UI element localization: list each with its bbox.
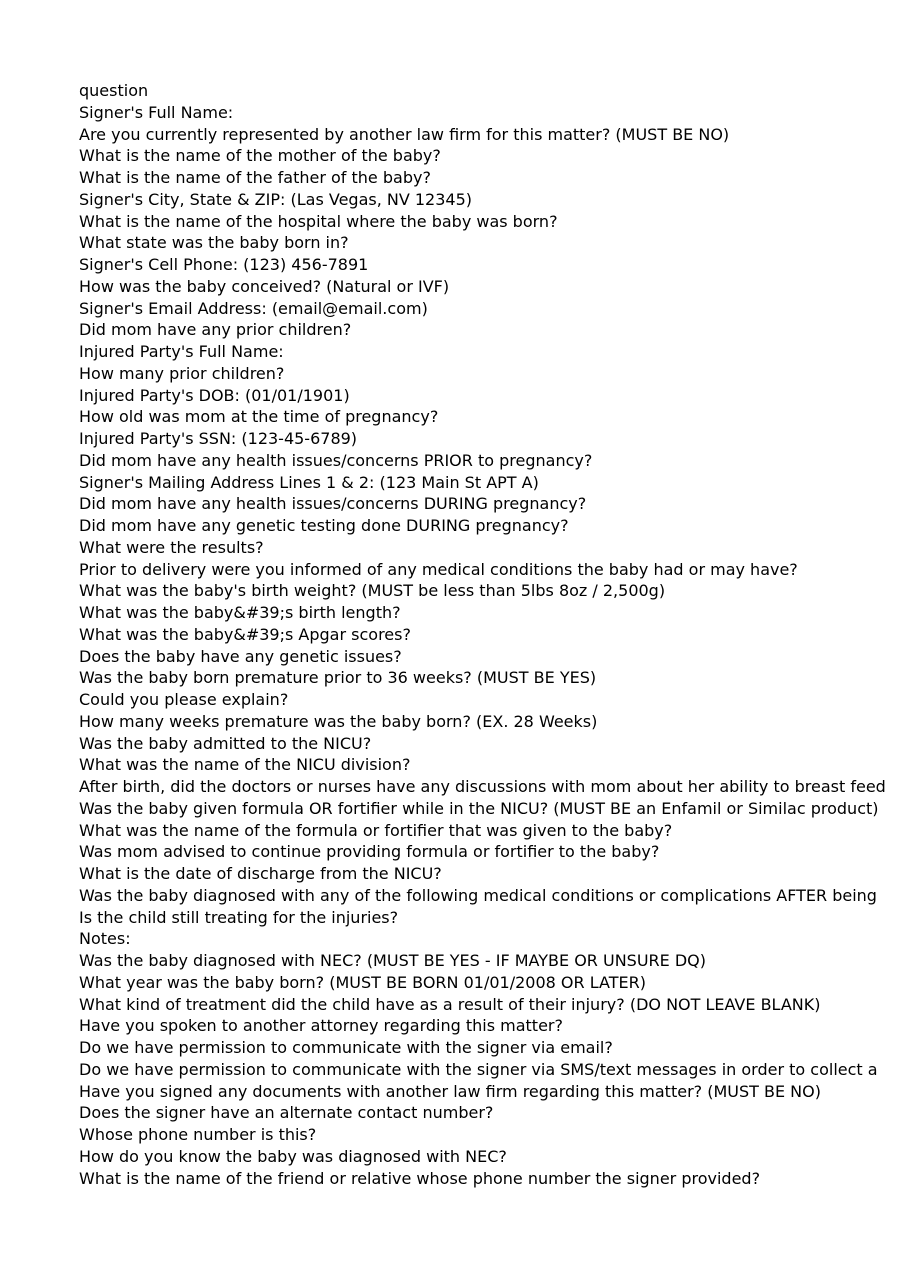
- question-line: Notes:: [79, 929, 131, 949]
- question-line: How do you know the baby was diagnosed with NEC?: [79, 1146, 507, 1166]
- question-line: Injured Party's Full Name:: [79, 342, 284, 361]
- question-line: What was the baby&#39;s Apgar scores?: [79, 624, 411, 644]
- question-line: What was the name of the formula or fortifier that was given to the baby?: [79, 820, 673, 840]
- question-line: Does the baby have any genetic issues?: [79, 646, 402, 666]
- question-line: Was the baby diagnosed with any of the following medical conditions or complications AFTER being: [79, 885, 877, 905]
- question-line: Signer's Full Name:: [79, 102, 234, 122]
- question-line: How many prior children?: [79, 363, 285, 383]
- question-line: Signer's Email Address: (email@email.com): [79, 298, 428, 318]
- question-line: Was the baby given formula OR fortifier while in the NICU? (MUST BE an Enfamil or Similac product): [79, 798, 879, 818]
- question-line: What state was the baby born in?: [79, 233, 349, 253]
- question-line: What is the name of the father of the baby?: [79, 168, 431, 187]
- question-line: Is the child still treating for the injuries?: [79, 907, 399, 927]
- question-line: What year was the baby born? (MUST BE BORN 01/01/2008 OR LATER): [79, 972, 646, 992]
- question-line: What was the name of the NICU division?: [79, 755, 411, 775]
- question-line: Do we have permission to communicate with the signer via email?: [79, 1038, 613, 1057]
- question-line: Was the baby diagnosed with NEC? (MUST BE YES - IF MAYBE OR UNSURE DQ): [79, 951, 707, 970]
- question-line: Signer's Mailing Address Lines 1 & 2: (123 Main St APT A): [79, 472, 539, 492]
- question-line: How was the baby conceived? (Natural or IVF): [79, 276, 450, 296]
- question-lines: [79, 102, 909, 1190]
- question-line: Injured Party's SSN: (123-45-6789): [79, 429, 358, 448]
- question-line: Prior to delivery were you informed of any medical conditions the baby had or may have?: [79, 559, 798, 579]
- question-line: What is the date of discharge from the NICU?: [79, 864, 442, 883]
- question-line: Did mom have any health issues/concerns DURING pregnancy?: [79, 494, 587, 514]
- question-line: Signer's Cell Phone: (123) 456-7891: [79, 255, 369, 274]
- question-line: What is the name of the hospital where the baby was born?: [79, 211, 558, 231]
- question-line: Do we have permission to communicate with the signer via SMS/text messages in order to collect a: [79, 1059, 878, 1079]
- question-line: Could you please explain?: [79, 690, 289, 709]
- question-line: How many weeks premature was the baby born? (EX. 28 Weeks): [79, 711, 598, 731]
- question-line: What kind of treatment did the child have as a result of their injury? (DO NOT LEAVE BLANK): [79, 994, 821, 1014]
- question-line: Are you currently represented by another law firm for this matter? (MUST BE NO): [79, 124, 730, 144]
- question-line: Whose phone number is this?: [79, 1125, 317, 1144]
- question-line: Was the baby born premature prior to 36 weeks? (MUST BE YES): [79, 668, 597, 688]
- question-line: Did mom have any prior children?: [79, 320, 352, 340]
- question-line: Did mom have any genetic testing done DURING pregnancy?: [79, 516, 569, 535]
- question-line: Was mom advised to continue providing formula or fortifier to the baby?: [79, 842, 660, 862]
- question-line: Injured Party's DOB: (01/01/1901): [79, 385, 350, 405]
- question-line: Does the signer have an alternate contact number?: [79, 1103, 494, 1123]
- question-line: How old was mom at the time of pregnancy?: [79, 407, 439, 427]
- question-line: After birth, did the doctors or nurses have any discussions with mom about her ability to breast feed: [79, 777, 886, 796]
- question-line: Signer's City, State & ZIP: (Las Vegas, NV 12345): [79, 189, 473, 209]
- question-line: What was the baby&#39;s birth length?: [79, 603, 401, 622]
- question-line: What was the baby's birth weight? (MUST be less than 5lbs 8oz / 2,500g): [79, 581, 666, 601]
- question-line: Was the baby admitted to the NICU?: [79, 733, 372, 753]
- question-line: What is the name of the mother of the baby?: [79, 146, 441, 166]
- question-line: Have you spoken to another attorney regarding this matter?: [79, 1016, 563, 1036]
- question-line: Have you signed any documents with another law firm regarding this matter? (MUST BE NO): [79, 1081, 821, 1101]
- question-line: What is the name of the friend or relative whose phone number the signer provided?: [79, 1168, 761, 1188]
- column-header: question: [79, 81, 149, 100]
- question-line: What were the results?: [79, 537, 264, 557]
- question-line: Did mom have any health issues/concerns PRIOR to pregnancy?: [79, 450, 593, 470]
